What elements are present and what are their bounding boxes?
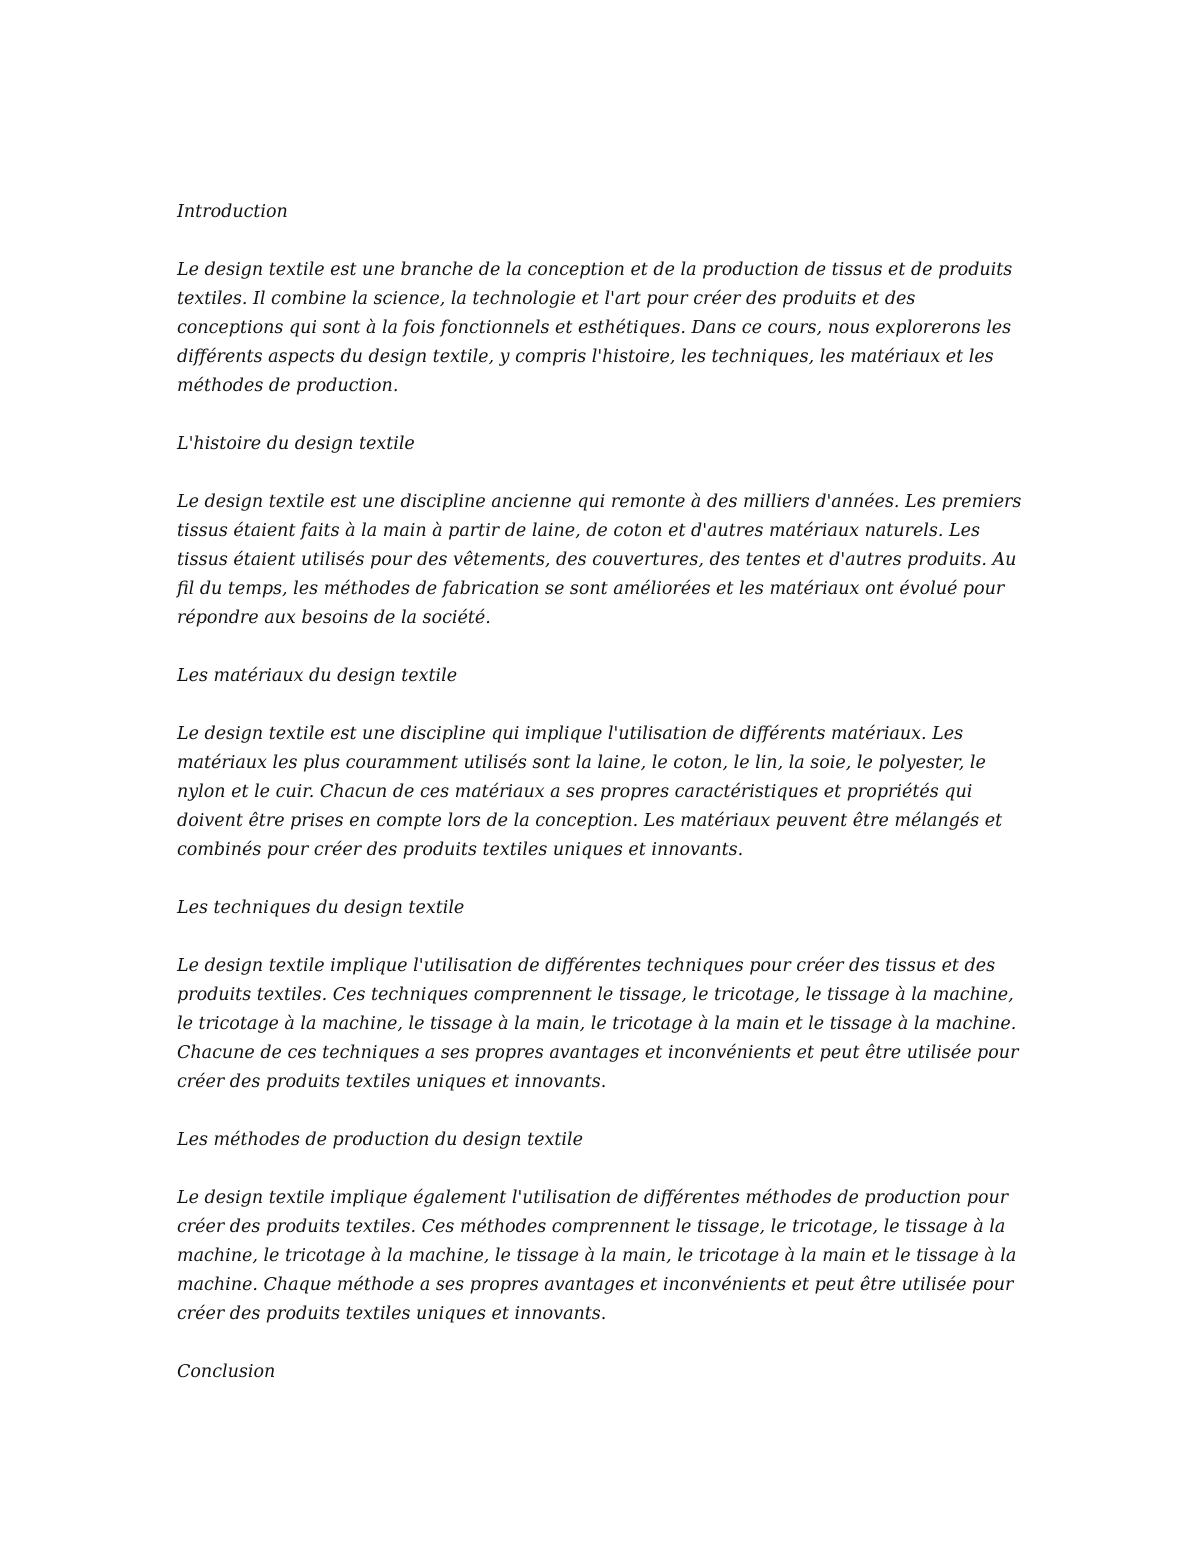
- section-heading-conclusion: Conclusion: [177, 1362, 276, 1382]
- section-heading-methodes: Les méthodes de production du design textile: [177, 1130, 583, 1150]
- section-paragraph-materiaux: Le design textile est une discipline qui implique l'utilisation de différents matériaux. Les matériaux les plus couramment utilisés sont la laine, le coton, le lin, la soie, le polyester, le nylon et le cuir. Chacun de ces matériaux a ses propres caractéristiques et propriétés qui doivent être prises en compte lors de la conception. Les matériaux peuvent être mélangés et combinés pour créer des produits textiles uniques et innovants.: [177, 724, 1003, 860]
- section-heading-techniques: Les techniques du design textile: [177, 898, 465, 918]
- section-paragraph-techniques: Le design textile implique l'utilisation de différentes techniques pour créer des tissus et des produits textiles. Ces techniques comprennent le tissage, le tricotage, le tissage à la machine, le tricotage à la machine, le tissage à la main, le tricotage à la main et le tissage à la machine. Chacune de ces techniques a ses propres avantages et inconvénients et peut être utilisée pour créer des produits textiles uniques et innovants.: [177, 956, 1019, 1092]
- document-body: [177, 198, 1027, 1416]
- section-paragraph-introduction: Le design textile est une branche de la conception et de la production de tissus et de produits textiles. Il combine la science, la technologie et l'art pour créer des produits et des conceptions qui sont à la fois fonctionnels et esthétiques. Dans ce cours, nous explorerons les différents aspects du design textile, y compris l'histoire, les techniques, les matériaux et les méthodes de production.: [177, 260, 1013, 396]
- section-heading-introduction: Introduction: [177, 202, 288, 222]
- section-heading-histoire: L'histoire du design textile: [177, 434, 415, 454]
- section-paragraph-histoire: Le design textile est une discipline ancienne qui remonte à des milliers d'années. Les premiers tissus étaient faits à la main à partir de laine, de coton et d'autres matériaux naturels. Les tissus étaient utilisés pour des vêtements, des couvertures, des tentes et d'autres produits. Au fil du temps, les méthodes de fabrication se sont améliorées et les matériaux ont évolué pour répondre aux besoins de la société.: [177, 492, 1022, 628]
- section-paragraph-methodes: Le design textile implique également l'utilisation de différentes méthodes de production pour créer des produits textiles. Ces méthodes comprennent le tissage, le tricotage, le tissage à la machine, le tricotage à la machine, le tissage à la main, le tricotage à la main et le tissage à la machine. Chaque méthode a ses propres avantages et inconvénients et peut être utilisée pour créer des produits textiles uniques et innovants.: [177, 1188, 1017, 1324]
- section-heading-materiaux: Les matériaux du design textile: [177, 666, 458, 686]
